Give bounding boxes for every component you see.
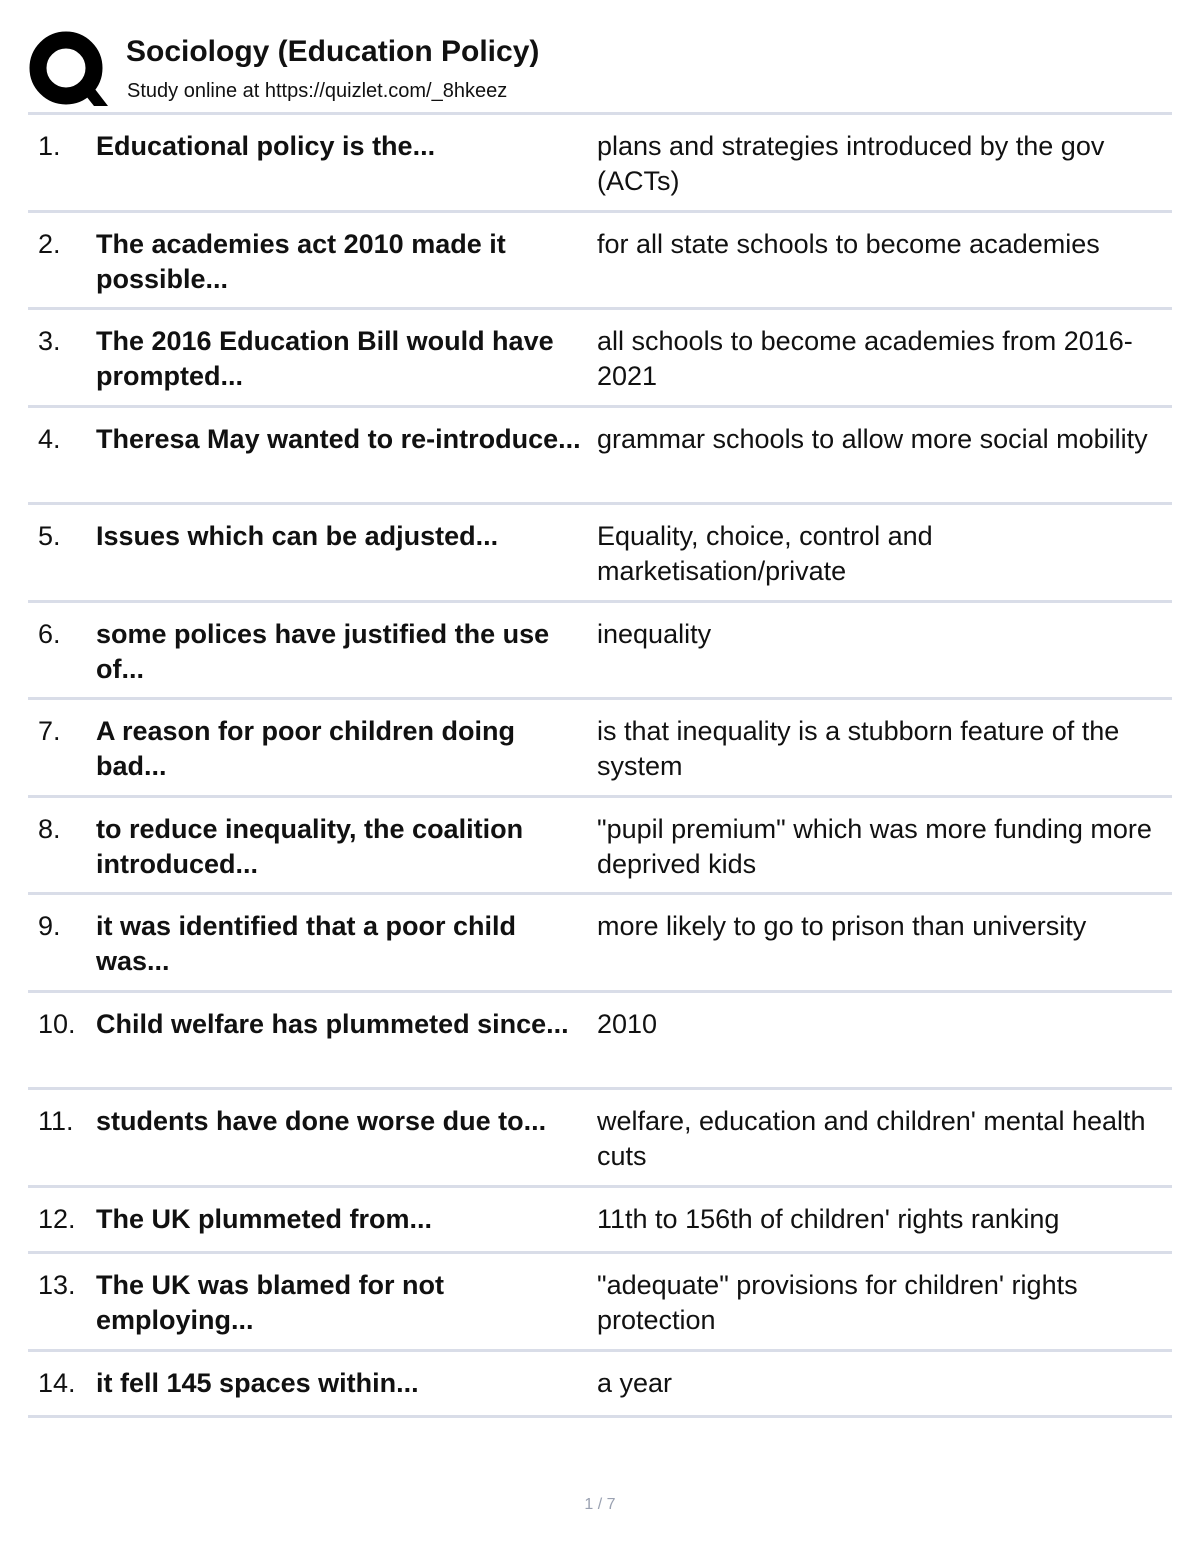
card-number: 2. xyxy=(38,228,61,259)
card-number: 14. xyxy=(38,1367,76,1398)
card-definition: more likely to go to prison than university xyxy=(597,911,1087,941)
card-definition: Equality, choice, control and marketisation/private xyxy=(597,521,933,586)
flashcard-row xyxy=(28,798,1172,896)
card-number: 12. xyxy=(38,1203,76,1234)
document-header xyxy=(28,28,1172,112)
flashcard-row xyxy=(28,1254,1172,1352)
flashcard-row xyxy=(28,310,1172,408)
card-definition: all schools to become academies from 2016-2021 xyxy=(597,326,1133,391)
card-number: 7. xyxy=(38,716,61,746)
card-term: Child welfare has plummeted since... xyxy=(96,1008,569,1039)
card-definition: grammar schools to allow more social mobility xyxy=(597,423,1148,454)
card-term: students have done worse due to... xyxy=(96,1106,547,1136)
flashcard-row xyxy=(28,993,1172,1091)
quizlet-logo-icon xyxy=(28,30,108,110)
page-number: 1 / 7 xyxy=(584,1496,616,1513)
card-term: it was identified that a poor child was... xyxy=(96,911,517,976)
card-definition: a year xyxy=(597,1367,673,1398)
card-number: 6. xyxy=(38,618,61,649)
flashcard-row xyxy=(28,895,1172,993)
card-term: to reduce inequality, the coalition introduced... xyxy=(96,813,524,879)
card-term: The academies act 2010 made it possible... xyxy=(96,228,506,294)
card-term: Issues which can be adjusted... xyxy=(96,521,499,551)
card-term: Educational policy is the... xyxy=(96,131,436,161)
card-definition: plans and strategies introduced by the gov (ACTs) xyxy=(597,131,1105,196)
card-definition: for all state schools to become academies xyxy=(597,228,1100,259)
card-definition: 2010 xyxy=(597,1008,658,1039)
flashcard-row xyxy=(28,603,1172,701)
flashcard-row xyxy=(28,213,1172,311)
flashcard-row xyxy=(28,505,1172,603)
card-definition: is that inequality is a stubborn feature of the system xyxy=(597,716,1120,781)
card-number: 13. xyxy=(38,1270,76,1300)
card-term: The 2016 Education Bill would have prompted... xyxy=(96,326,554,391)
card-term: it fell 145 spaces within... xyxy=(96,1367,419,1398)
card-term: A reason for poor children doing bad... xyxy=(96,716,516,781)
flashcard-row xyxy=(28,1188,1172,1255)
card-term: The UK was blamed for not employing... xyxy=(96,1270,445,1335)
card-term: some polices have justified the use of... xyxy=(96,618,550,684)
card-definition: "pupil premium" which was more funding more deprived kids xyxy=(597,813,1152,879)
card-number: 1. xyxy=(38,131,61,161)
study-online-link[interactable]: Study online at https://quizlet.com/_8hkeez xyxy=(127,80,508,102)
card-number: 9. xyxy=(38,911,61,941)
card-number: 5. xyxy=(38,521,61,551)
card-number: 8. xyxy=(38,813,61,844)
flashcard-row xyxy=(28,1352,1172,1419)
card-number: 3. xyxy=(38,326,61,356)
flashcard-row xyxy=(28,408,1172,506)
page-title: Sociology (Education Policy) xyxy=(126,35,540,68)
card-definition: "adequate" provisions for children' rights protection xyxy=(597,1270,1078,1335)
flashcard-row xyxy=(28,700,1172,798)
card-number: 11. xyxy=(38,1106,74,1136)
card-number: 4. xyxy=(38,423,61,454)
flashcard-row xyxy=(28,1090,1172,1188)
flashcard-list xyxy=(28,112,1172,1418)
card-definition: 11th to 156th of children' rights ranking xyxy=(597,1203,1060,1234)
card-definition: inequality xyxy=(597,618,712,649)
card-number: 10. xyxy=(38,1008,76,1039)
card-term: Theresa May wanted to re-introduce... xyxy=(96,423,581,454)
card-term: The UK plummeted from... xyxy=(96,1203,433,1234)
flashcard-row xyxy=(28,115,1172,213)
card-definition: welfare, education and children' mental health cuts xyxy=(597,1106,1146,1171)
